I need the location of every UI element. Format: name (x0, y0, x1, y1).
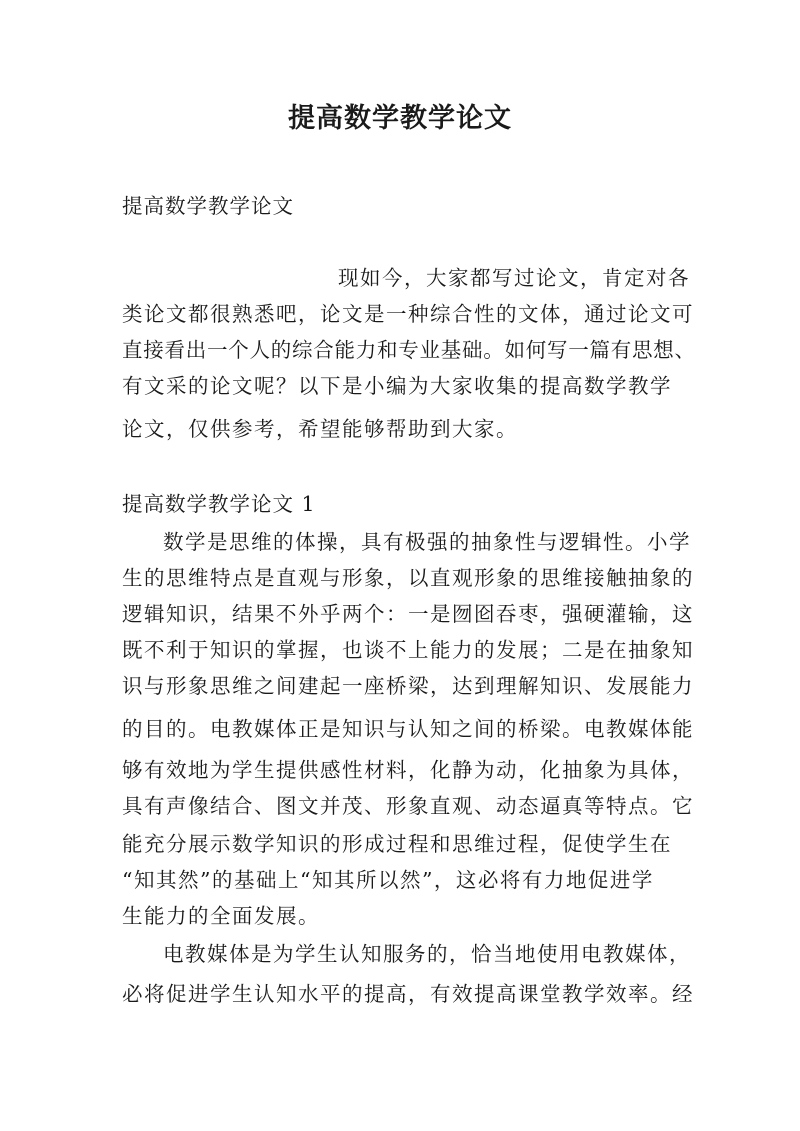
intro-line: 现如今，大家都写过论文，肯定对各 (338, 266, 690, 290)
paragraph-line: 能充分展示数学知识的形成过程和思维过程，促使学生在 (122, 832, 672, 856)
document-title: 提高数学教学论文 (288, 103, 512, 134)
paragraph-line: 电教媒体是为学生认知服务的，恰当地使用电教媒体， (163, 942, 691, 966)
paragraph-line: 识与形象思维之间建起一座桥梁，达到理解知识、发展能力 (122, 674, 694, 698)
intro-line: 论文，仅供参考，希望能够帮助到大家。 (122, 417, 518, 441)
intro-line: 有文采的论文呢？以下是小编为大家收集的提高数学教学 (122, 374, 672, 398)
paragraph-line: 的目的。电教媒体正是知识与认知之间的桥梁。电教媒体能 (122, 717, 694, 741)
intro-line: 直接看出一个人的综合能力和专业基础。如何写一篇有思想、 (122, 338, 696, 362)
intro-line: 类论文都很熟悉吧，论文是一种综合性的文体，通过论文可 (122, 302, 694, 326)
paragraph-line: 具有声像结合、图文并茂、形象直观、动态逼真等特点。它 (122, 794, 694, 818)
paragraph-line: 数学是思维的体操，具有极强的抽象性与逻辑性。小学 (163, 530, 691, 554)
paragraph-line: 生能力的全面发展。 (122, 904, 320, 928)
paragraph-line: 生的思维特点是直观与形象，以直观形象的思维接触抽象的 (122, 566, 694, 590)
paragraph-line: 够有效地为学生提供感性材料，化静为动，化抽象为具体， (122, 758, 694, 782)
paragraph-line: 必将促进学生认知水平的提高，有效提高课堂教学效率。经 (122, 982, 694, 1006)
document-subtitle: 提高数学教学论文 (122, 194, 294, 218)
paragraph-line: 既不利于知识的掌握，也谈不上能力的发展；二是在抽象知 (122, 638, 694, 662)
section-heading: 提高数学教学论文 1 (122, 492, 316, 516)
paragraph-line: “知其然”的基础上“知其所以然”，这必将有力地促进学 (122, 868, 654, 892)
paragraph-line: 逻辑知识，结果不外乎两个：一是囫囵吞枣，强硬灌输，这 (122, 602, 694, 626)
